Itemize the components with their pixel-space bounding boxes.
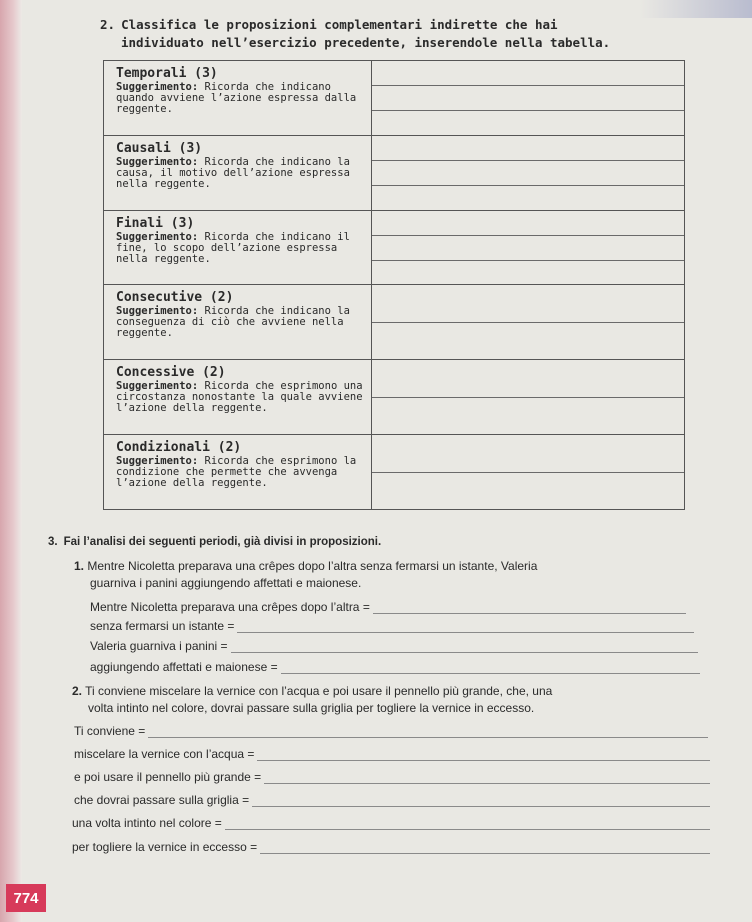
clause-text: Mentre Nicoletta preparava una crêpes dopo l’altra = — [90, 600, 370, 614]
clause-row — [72, 836, 710, 854]
clause-text: senza fermarsi un istante = — [90, 619, 235, 633]
table-row-finali — [104, 211, 684, 286]
category-cell — [104, 211, 372, 285]
clause-row — [90, 635, 698, 653]
table-row-causali — [104, 136, 684, 211]
answer-line[interactable] — [372, 261, 684, 285]
answer-line[interactable] — [252, 794, 710, 807]
clause-row — [74, 720, 708, 738]
answer-line[interactable] — [281, 661, 700, 674]
clause-row — [90, 615, 694, 633]
hint-text: Ricorda che esprimono la condizione che permette che avvenga l’azione della reggente. — [116, 455, 357, 490]
item-2-number: 2. — [72, 684, 83, 698]
answer-line[interactable] — [237, 620, 694, 633]
item-2-line-2: volta intinto nel colore, dovrai passare sulla griglia per togliere la vernice in eccesso. — [88, 701, 535, 715]
hint-label: Suggerimento: — [116, 455, 199, 468]
exercise-3-title: Fai l’analisi dei seguenti periodi, già divisi in proposizioni. — [63, 536, 382, 548]
answer-line[interactable] — [372, 323, 684, 359]
table-row-condizionali — [104, 435, 684, 509]
table-row-concessive — [104, 360, 684, 435]
clause-text: miscelare la vernice con l’acqua = — [74, 747, 255, 761]
answer-cell — [372, 435, 684, 509]
answer-cell — [372, 61, 684, 135]
page-edge — [0, 0, 22, 922]
category-cell — [104, 136, 372, 210]
exercise-2-line-2: individuato nell’esercizio precedente, inserendole nella tabella. — [121, 35, 611, 50]
answer-line[interactable] — [373, 601, 686, 614]
clause-row — [74, 766, 710, 784]
category-title: Temporali (3) — [116, 66, 218, 81]
category-title: Causali (3) — [116, 140, 203, 156]
answer-line[interactable] — [264, 771, 710, 784]
answer-line[interactable] — [148, 725, 708, 738]
hint-label: Suggerimento: — [116, 81, 199, 93]
item-2-line-1: Ti conviene miscelare la vernice con l’acqua e poi usare il pennello più grande, che, una — [85, 684, 553, 698]
hint-label: Suggerimento: — [116, 380, 199, 393]
clause-row — [90, 656, 700, 674]
clause-row — [74, 743, 710, 761]
answer-line[interactable] — [372, 211, 684, 236]
answer-line[interactable] — [372, 360, 684, 397]
category-title: Finali (3) — [116, 215, 195, 231]
clause-row — [74, 789, 710, 807]
item-1-number: 1. — [74, 559, 85, 573]
clause-text: per togliere la vernice in eccesso = — [72, 840, 258, 854]
answer-line[interactable] — [372, 285, 684, 322]
answer-line[interactable] — [372, 111, 684, 135]
page-number: 774 — [6, 884, 46, 912]
answer-line[interactable] — [257, 748, 710, 761]
answer-line[interactable] — [372, 398, 684, 434]
hint-label: Suggerimento: — [116, 305, 199, 318]
exercise-3-number: 3. — [48, 536, 58, 548]
answer-line[interactable] — [231, 640, 698, 653]
clause-row — [90, 596, 686, 614]
answer-cell — [372, 285, 684, 359]
exercise-3-instruction — [48, 536, 381, 548]
clause-text: Ti conviene = — [74, 724, 146, 738]
item-1-text — [74, 558, 694, 592]
category-cell — [104, 360, 372, 434]
clause-row — [72, 812, 710, 830]
hint-text: Ricorda che indicano la causa, il motivo dell’azione espressa nella reggente. — [116, 155, 350, 190]
answer-line[interactable] — [372, 136, 684, 161]
answer-line[interactable] — [260, 841, 710, 854]
answer-line[interactable] — [225, 817, 710, 830]
hint-text: Ricorda che indicano la conseguenza di ciò che avviene nella reggente. — [116, 305, 350, 340]
answer-cell — [372, 136, 684, 210]
answer-line[interactable] — [372, 161, 684, 186]
item-1-line-2: guarniva i panini aggiungendo affettati e maionese. — [90, 576, 362, 590]
category-cell — [104, 285, 372, 359]
category-cell — [104, 61, 372, 135]
hint-text: Ricorda che esprimono una circostanza nonostante la quale avviene l’azione della reggente. — [116, 380, 363, 415]
category-title: Concessive (2) — [116, 365, 226, 381]
clause-text: una volta intinto nel colore = — [72, 816, 222, 830]
clause-text: aggiungendo affettati e maionese = — [90, 660, 278, 674]
clause-text: Valeria guarniva i panini = — [90, 639, 228, 653]
table-row-temporali — [104, 61, 684, 136]
hint-label: Suggerimento: — [116, 230, 199, 243]
category-cell — [104, 435, 372, 509]
table-row-consecutive — [104, 285, 684, 360]
answer-line[interactable] — [372, 61, 684, 86]
answer-cell — [372, 211, 684, 285]
hint-label: Suggerimento: — [116, 155, 199, 168]
category-title: Consecutive (2) — [116, 290, 234, 306]
category-title: Condizionali (2) — [116, 440, 242, 456]
answer-line[interactable] — [372, 473, 684, 509]
answer-cell — [372, 360, 684, 434]
answer-line[interactable] — [372, 186, 684, 210]
item-1-line-1: Mentre Nicoletta preparava una crêpes dopo l’altra senza fermarsi un istante, Valeria — [87, 559, 538, 573]
answer-line[interactable] — [372, 435, 684, 472]
exercise-2-number: 2. — [100, 17, 116, 32]
clause-text: che dovrai passare sulla griglia = — [74, 793, 250, 807]
exercise-2-line-1: Classifica le proposizioni complementari indirette che hai — [121, 17, 558, 32]
classification-table — [103, 60, 685, 510]
answer-line[interactable] — [372, 86, 684, 111]
item-2-text — [72, 683, 702, 717]
hint-text: Ricorda che indicano quando avviene l’azione espressa dalla reggente. — [116, 81, 357, 115]
exercise-2-instruction — [100, 16, 700, 52]
clause-text: e poi usare il pennello più grande = — [74, 770, 262, 784]
answer-line[interactable] — [372, 236, 684, 261]
hint-text: Ricorda che indicano il fine, lo scopo dell’azione espressa nella reggente. — [116, 230, 350, 265]
